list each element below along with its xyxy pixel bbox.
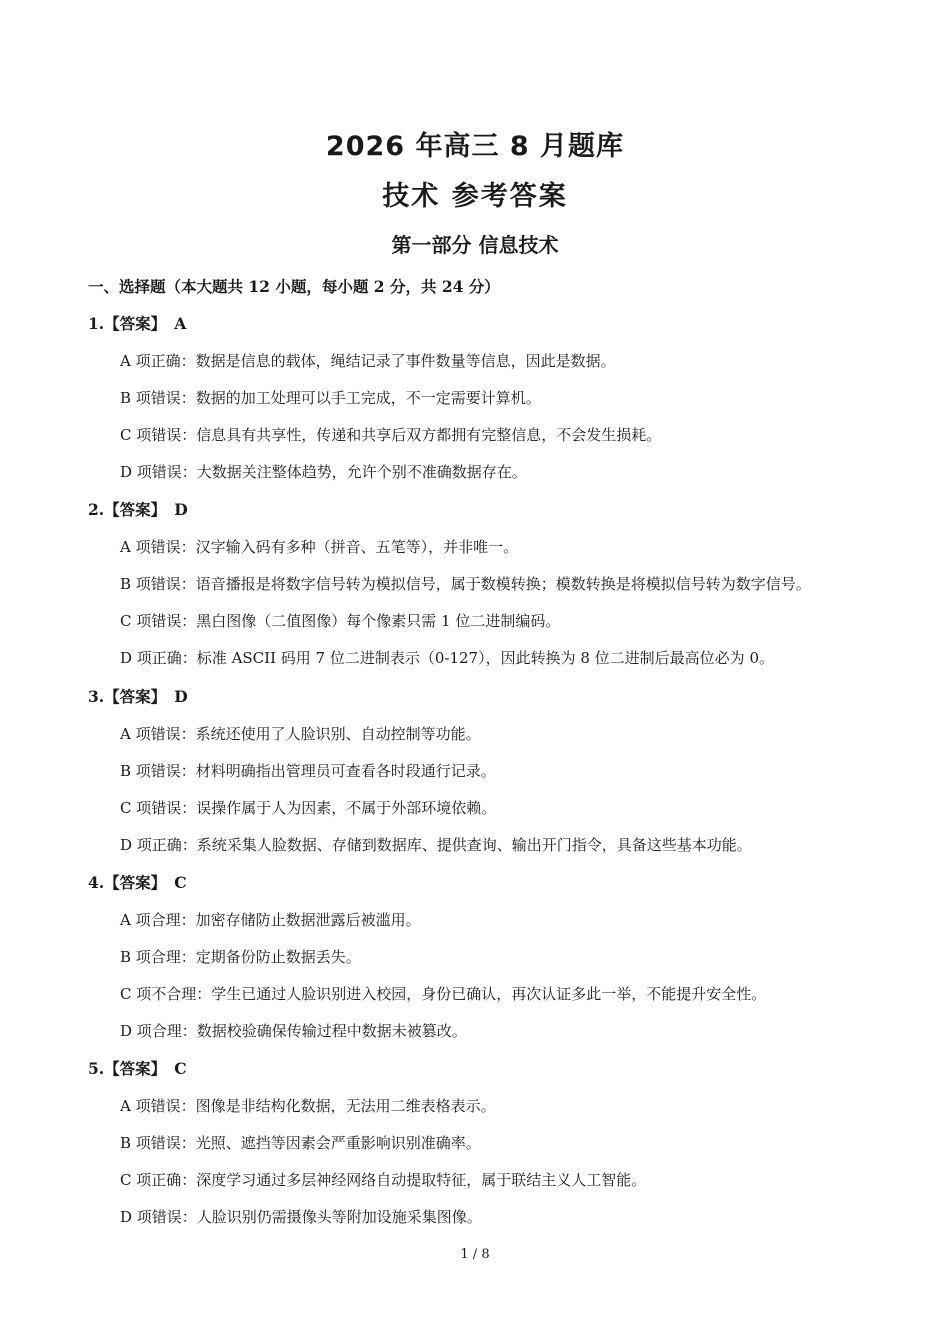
- question-5: [88, 1058, 888, 1243]
- option-c: C 项不合理：学生已通过人脸识别进入校园，身份已确认，再次认证多此一举，不能提升安全性。: [120, 985, 767, 1003]
- question-label: 2.【答案】: [88, 500, 167, 519]
- option-c: C 项正确：深度学习通过多层神经网络自动提取特征，属于联结主义人工智能。: [120, 1171, 647, 1189]
- option-b: B 项错误：语音播报是将数字信号转为模拟信号，属于数模转换；模数转换是将模拟信号转为数字信号。: [120, 575, 811, 593]
- part-title: 第一部分 信息技术: [391, 233, 559, 257]
- option-d: D 项正确：标准 ASCII 码用 7 位二进制表示（0-127），因此转换为 8 位二进制后最高位必为 0。: [120, 649, 774, 667]
- question-1: [88, 313, 888, 498]
- option-c: C 项错误：黑白图像（二值图像）每个像素只需 1 位二进制编码。: [120, 612, 561, 630]
- option-a: A 项合理：加密存储防止数据泄露后被滥用。: [120, 911, 421, 929]
- option-b: B 项错误：数据的加工处理可以手工完成，不一定需要计算机。: [120, 389, 541, 407]
- option-a: A 项正确：数据是信息的载体，绳结记录了事件数量等信息，因此是数据。: [120, 352, 616, 370]
- answer-letter: D: [174, 687, 188, 706]
- option-b: B 项错误：光照、遮挡等因素会严重影响识别准确率。: [120, 1134, 481, 1152]
- answer-letter: D: [174, 500, 188, 519]
- question-header: [88, 872, 888, 909]
- document-subtitle: 技术 参考答案: [382, 181, 568, 212]
- option-d: D 项错误：大数据关注整体趋势，允许个别不准确数据存在。: [120, 463, 527, 481]
- question-3: [88, 686, 888, 871]
- section-heading: 一、选择题（本大题共 12 小题，每小题 2 分，共 24 分）: [88, 277, 500, 296]
- option-d: D 项正确：系统采集人脸数据、存储到数据库、提供查询、输出开门指令，具备这些基本功能。: [120, 836, 752, 854]
- option-b: B 项合理：定期备份防止数据丢失。: [120, 948, 361, 966]
- option-c: C 项错误：误操作属于人为因素，不属于外部环境依赖。: [120, 799, 497, 817]
- answer-letter: C: [174, 1059, 187, 1078]
- question-header: [88, 686, 888, 723]
- option-d: D 项合理：数据校验确保传输过程中数据未被篡改。: [120, 1022, 467, 1040]
- answer-letter: C: [174, 873, 187, 892]
- question-header: [88, 313, 888, 350]
- question-label: 1.【答案】: [88, 314, 167, 333]
- question-header: [88, 1058, 888, 1095]
- question-header: [88, 499, 888, 536]
- option-a: A 项错误：图像是非结构化数据，无法用二维表格表示。: [120, 1097, 496, 1115]
- question-label: 3.【答案】: [88, 687, 167, 706]
- question-label: 4.【答案】: [88, 873, 167, 892]
- question-label: 5.【答案】: [88, 1059, 167, 1078]
- option-b: B 项错误：材料明确指出管理员可查看各时段通行记录。: [120, 762, 496, 780]
- page-number: 1 / 8: [460, 1247, 490, 1262]
- question-4: [88, 872, 888, 1057]
- option-a: A 项错误：汉字输入码有多种（拼音、五笔等），并非唯一。: [120, 538, 519, 556]
- option-d: D 项错误：人脸识别仍需摄像头等附加设施采集图像。: [120, 1208, 482, 1226]
- option-a: A 项错误：系统还使用了人脸识别、自动控制等功能。: [120, 725, 481, 743]
- answer-letter: A: [174, 314, 187, 333]
- document-title: 2026 年高三 8 月题库: [325, 131, 625, 162]
- question-2: [88, 499, 888, 684]
- option-c: C 项错误：信息具有共享性，传递和共享后双方都拥有完整信息，不会发生损耗。: [120, 426, 662, 444]
